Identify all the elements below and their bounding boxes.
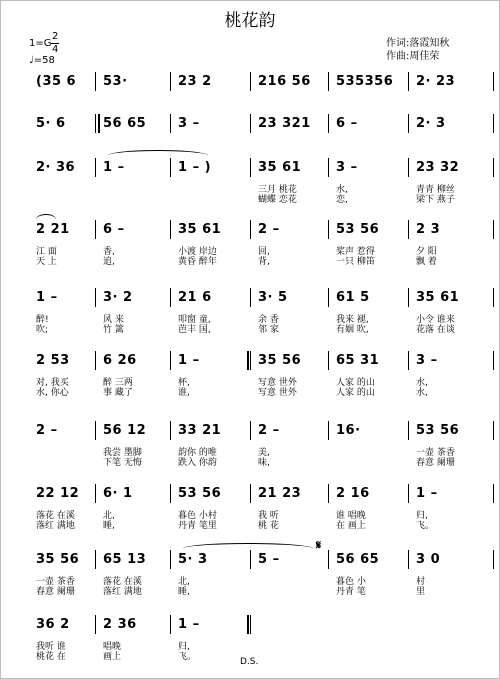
measure-notes: 2 36: [103, 617, 137, 632]
barline: [250, 288, 251, 307]
barline: [328, 484, 329, 503]
lyric-verse-2: 人家 的山: [336, 388, 375, 398]
lyric-verse-2: 落红 满地: [103, 587, 142, 597]
lyric-verse-2: 丹青 笔: [336, 587, 366, 597]
lyric-verse-1: 杯,: [178, 378, 190, 388]
lyric-verse-1: 回,: [258, 247, 270, 257]
barline: [95, 615, 96, 634]
composer-credit: 作曲:周佳荣: [386, 51, 440, 62]
barline: [170, 220, 171, 239]
measure-notes: 2 –: [36, 423, 58, 438]
slur: [108, 150, 208, 161]
barline: [170, 114, 171, 133]
barline: [170, 288, 171, 307]
lyric-verse-1: 水,: [416, 378, 428, 388]
barline: [170, 550, 171, 569]
lyric-verse-2: 桃花 在: [36, 652, 66, 662]
measure-notes: 2 21: [36, 222, 70, 237]
lyric-verse-1: 暮色 小: [336, 577, 366, 587]
lyric-verse-2: 里: [416, 587, 426, 597]
measure-notes: 2· 36: [36, 160, 76, 175]
measure-notes: 35 56: [258, 353, 302, 368]
barline: [170, 615, 171, 634]
barline: [250, 158, 251, 177]
measure-notes: 1 –: [416, 486, 438, 501]
lyric-verse-1: 江 面: [36, 247, 57, 257]
measure-notes: 3 –: [336, 160, 358, 175]
slur: [36, 214, 56, 225]
measure-notes: 2· 23: [416, 74, 456, 89]
lyric-verse-2: 睡,: [103, 521, 115, 531]
lyric-verse-1: 小渡 岸边: [178, 247, 217, 257]
measure-notes: 2 –: [258, 222, 280, 237]
measure-notes: 65 31: [336, 353, 380, 368]
barline: [408, 72, 409, 91]
measure-notes: 23 321: [258, 116, 311, 131]
measure-notes: 1 – ): [178, 160, 212, 175]
barline: [408, 351, 409, 370]
barline: [493, 484, 494, 503]
lyric-verse-2: 飞。: [178, 652, 197, 662]
measure-notes: 16·: [336, 423, 361, 438]
barline: [408, 550, 409, 569]
barline: [408, 158, 409, 177]
time-numerator: 2: [52, 31, 59, 42]
measure-notes: 535356: [336, 74, 394, 89]
lyric-verse-2: 梁下 燕子: [416, 195, 455, 205]
measure-notes: 2 3: [416, 222, 441, 237]
measure-notes: 21 23: [258, 486, 302, 501]
lyric-verse-1: 我 听: [258, 511, 279, 521]
lyric-verse-2: 睡,: [178, 587, 190, 597]
measure-notes: 5· 6: [36, 116, 66, 131]
lyric-verse-1: 归,: [416, 511, 428, 521]
barline: [328, 288, 329, 307]
barline: [250, 484, 251, 503]
lyric-verse-2: 蝴蝶 恋花: [258, 195, 297, 205]
lyric-verse-1: 一壶 茶香: [36, 577, 75, 587]
lyric-verse-2: 飞。: [416, 521, 435, 531]
key-signature: 1=G: [29, 38, 52, 49]
slur: [183, 543, 313, 554]
measure-notes: 35 56: [36, 552, 80, 567]
measure-notes: 3· 5: [258, 290, 288, 305]
lyric-verse-1: 暮色 小村: [178, 511, 217, 521]
repeat-barline: [98, 114, 100, 133]
lyric-verse-2: 恋,: [336, 195, 348, 205]
barline: [493, 72, 494, 91]
measure-notes: 21 6: [178, 290, 212, 305]
measure-notes: 5 –: [258, 552, 280, 567]
barline: [95, 484, 96, 503]
tempo-mark: ♩=58: [29, 55, 55, 66]
lyric-verse-1: 风 来: [103, 315, 124, 325]
lyric-verse-2: 下笔 无悔: [103, 458, 142, 468]
lyric-verse-2: 谁,: [178, 388, 190, 398]
barline: [328, 421, 329, 440]
lyric-verse-2: 画上: [103, 652, 122, 662]
lyric-verse-2: 丹青 笔里: [178, 521, 217, 531]
lyric-verse-2: 味,: [258, 458, 270, 468]
measure-notes: 35 61: [178, 222, 222, 237]
measure-notes: 6· 1: [103, 486, 133, 501]
barline: [493, 550, 494, 569]
measure-notes: 53·: [103, 74, 128, 89]
lyric-verse-2: 事 藏了: [103, 388, 133, 398]
measure-notes: 1 –: [103, 160, 125, 175]
lyric-verse-1: 夕 阳: [416, 247, 437, 257]
lyric-verse-2: 追,: [103, 257, 115, 267]
barline: [250, 114, 251, 133]
end-repeat-barline: [247, 615, 249, 634]
lyric-verse-1: 写意 世外: [258, 378, 297, 388]
measure-notes: 6 –: [336, 116, 358, 131]
measure-notes: 35 61: [258, 160, 302, 175]
measure-notes: 3 –: [416, 353, 438, 368]
lyric-verse-1: 醉 三两: [103, 378, 133, 388]
lyric-verse-2: 黄昏 醉年: [178, 257, 217, 267]
lyric-verse-1: 落花 在溪: [103, 577, 142, 587]
dal-segno-marking: D.S.: [240, 657, 259, 667]
barline: [250, 72, 251, 91]
measure-notes: 5· 3: [178, 552, 208, 567]
segno-icon: 𝄋: [316, 538, 322, 552]
lyric-verse-2: 跌入 你韵: [178, 458, 217, 468]
lyric-verse-2: 落红 满地: [36, 521, 75, 531]
lyric-verse-1: 醉!: [36, 315, 49, 325]
lyric-verse-1: 北,: [103, 511, 115, 521]
barline: [493, 288, 494, 307]
barline: [493, 158, 494, 177]
lyric-verse-2: 竹 篱: [103, 325, 124, 335]
time-denominator: 4: [52, 44, 59, 55]
lyric-verse-1: 人家 的山: [336, 378, 375, 388]
barline: [95, 72, 96, 91]
lyric-verse-1: 韵你 的唯: [178, 448, 217, 458]
lyric-verse-2: 写意 世外: [258, 388, 297, 398]
barline: [95, 220, 96, 239]
lyric-verse-2: 邻 家: [258, 325, 279, 335]
lyric-verse-1: 三月 桃花: [258, 185, 297, 195]
lyric-verse-1: 对, 我买: [36, 378, 69, 388]
measure-notes: 53 56: [336, 222, 380, 237]
lyric-verse-2: 春意 阑珊: [36, 587, 75, 597]
measure-notes: 2 16: [336, 486, 370, 501]
measure-notes: 33 21: [178, 423, 222, 438]
measure-notes: 22 12: [36, 486, 80, 501]
lyric-verse-1: 我尝 墨脚: [103, 448, 142, 458]
barline: [493, 351, 494, 370]
lyric-verse-1: 谁 唱晚: [336, 511, 366, 521]
lyric-verse-2: 桃 花: [258, 521, 279, 531]
measure-notes: 3· 2: [103, 290, 133, 305]
barline: [95, 158, 96, 177]
barline: [408, 288, 409, 307]
barline: [408, 484, 409, 503]
barline: [95, 114, 96, 133]
barline: [95, 288, 96, 307]
measure-notes: 2· 3: [416, 116, 446, 131]
lyric-verse-1: 我听 谁: [36, 642, 66, 652]
lyric-verse-1: 余 香: [258, 315, 279, 325]
lyric-verse-1: 美,: [258, 448, 270, 458]
lyric-verse-2: 背,: [258, 257, 270, 267]
measure-notes: 6 –: [103, 222, 125, 237]
barline: [250, 615, 251, 634]
lyric-verse-1: 水,: [336, 185, 348, 195]
barline: [328, 114, 329, 133]
measure-notes: 2 –: [258, 423, 280, 438]
repeat-barline: [247, 351, 249, 370]
barline: [328, 351, 329, 370]
lyric-verse-1: 北,: [178, 577, 190, 587]
measure-notes: 65 13: [103, 552, 147, 567]
measure-notes: 53 56: [416, 423, 460, 438]
barline: [408, 220, 409, 239]
lyric-verse-1: 青青 柳丝: [416, 185, 455, 195]
lyric-verse-1: 村: [416, 577, 426, 587]
measure-notes: 56 65: [103, 116, 147, 131]
barline: [408, 114, 409, 133]
barline: [328, 158, 329, 177]
barline: [408, 421, 409, 440]
lyric-verse-1: 小令 谁来: [416, 315, 455, 325]
barline: [170, 484, 171, 503]
measure-notes: 1 –: [36, 290, 58, 305]
lyric-verse-1: 我来 褪,: [336, 315, 369, 325]
lyric-verse-1: 桨声 惹得: [336, 247, 375, 257]
measure-notes: 56 65: [336, 552, 380, 567]
lyric-verse-2: 春意 阑珊: [416, 458, 455, 468]
lyric-verse-2: 飘 着: [416, 257, 437, 267]
barline: [95, 351, 96, 370]
measure-notes: 36 2: [36, 617, 70, 632]
lyric-verse-1: 香,: [103, 247, 115, 257]
lyric-verse-2: 天 上: [36, 257, 57, 267]
measure-notes: 23 32: [416, 160, 460, 175]
measure-notes: 1 –: [178, 617, 200, 632]
measure-notes: 53 56: [178, 486, 222, 501]
lyricist-credit: 作词:落霞知秋: [386, 38, 450, 49]
lyric-verse-1: 落花 在溪: [36, 511, 75, 521]
barline: [170, 72, 171, 91]
lyric-verse-2: 一只 柳笛: [336, 257, 375, 267]
barline: [328, 72, 329, 91]
measure-notes: 216 56: [258, 74, 311, 89]
barline: [170, 421, 171, 440]
measure-notes: (35 6: [36, 74, 77, 89]
lyric-verse-1: 一壶 茶香: [416, 448, 455, 458]
measure-notes: 61 5: [336, 290, 370, 305]
lyric-verse-2: 有姻 吹,: [336, 325, 369, 335]
measure-notes: 6 26: [103, 353, 137, 368]
lyric-verse-2: 花落 在谈: [416, 325, 455, 335]
measure-notes: 35 61: [416, 290, 460, 305]
measure-notes: 2 53: [36, 353, 70, 368]
barline: [95, 550, 96, 569]
barline: [493, 114, 494, 133]
measure-notes: 56 12: [103, 423, 147, 438]
lyric-verse-1: 唱晚: [103, 642, 122, 652]
lyric-verse-1: 叩窗 童,: [178, 315, 211, 325]
barline: [328, 550, 329, 569]
barline: [250, 220, 251, 239]
lyric-verse-2: 吹;: [36, 325, 49, 335]
measure-notes: 3 –: [178, 116, 200, 131]
barline: [493, 220, 494, 239]
lyric-verse-2: 水, 你心: [36, 388, 69, 398]
barline: [328, 220, 329, 239]
lyric-verse-2: 在 画上: [336, 521, 366, 531]
measure-notes: 1 –: [178, 353, 200, 368]
barline: [493, 421, 494, 440]
measure-notes: 23 2: [178, 74, 212, 89]
lyric-verse-2: 水,: [416, 388, 428, 398]
barline: [95, 421, 96, 440]
lyric-verse-1: 归,: [178, 642, 190, 652]
barline: [250, 351, 251, 370]
measure-notes: 3 0: [416, 552, 441, 567]
lyric-verse-2: 芭丰 国,: [178, 325, 211, 335]
song-title: 桃花韵: [224, 11, 276, 31]
barline: [250, 421, 251, 440]
barline: [170, 351, 171, 370]
